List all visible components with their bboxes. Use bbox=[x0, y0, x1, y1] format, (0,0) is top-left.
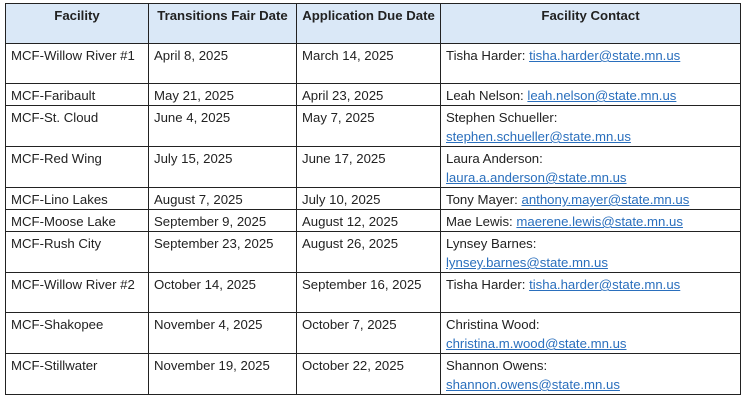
contact-name: Tisha Harder: bbox=[446, 277, 526, 292]
contact-cell bbox=[441, 232, 741, 273]
contact-email-link[interactable]: shannon.owens@state.mn.us bbox=[446, 377, 620, 392]
facility-cell: MCF-Willow River #1 bbox=[6, 44, 149, 84]
table-row bbox=[6, 84, 741, 106]
table-row bbox=[6, 210, 741, 232]
due-date-cell: May 7, 2025 bbox=[297, 106, 441, 147]
contact-email-link[interactable]: leah.nelson@state.mn.us bbox=[527, 88, 677, 103]
facility-schedule-table bbox=[5, 3, 741, 395]
table-row bbox=[6, 188, 741, 210]
contact-name: Lynsey Barnes: bbox=[446, 236, 537, 251]
table-row bbox=[6, 232, 741, 273]
facility-cell: MCF-Red Wing bbox=[6, 147, 149, 188]
fair-date-cell: April 8, 2025 bbox=[149, 44, 297, 84]
due-date-cell: March 14, 2025 bbox=[297, 44, 441, 84]
contact-name: Shannon Owens: bbox=[446, 358, 548, 373]
contact-cell bbox=[441, 188, 741, 210]
contact-name: Stephen Schueller: bbox=[446, 110, 558, 125]
facility-cell: MCF-Stillwater bbox=[6, 354, 149, 395]
header-row bbox=[6, 4, 741, 44]
contact-name: Tony Mayer: bbox=[446, 192, 518, 207]
due-date-cell: October 22, 2025 bbox=[297, 354, 441, 395]
fair-date-cell: June 4, 2025 bbox=[149, 106, 297, 147]
contact-cell bbox=[441, 313, 741, 354]
due-date-cell: July 10, 2025 bbox=[297, 188, 441, 210]
contact-email-link[interactable]: christina.m.wood@state.mn.us bbox=[446, 336, 627, 351]
contact-email-link[interactable]: laura.a.anderson@state.mn.us bbox=[446, 170, 627, 185]
fair-date-cell: September 9, 2025 bbox=[149, 210, 297, 232]
due-date-cell: October 7, 2025 bbox=[297, 313, 441, 354]
due-date-cell: June 17, 2025 bbox=[297, 147, 441, 188]
contact-cell bbox=[441, 354, 741, 395]
contact-email-link[interactable]: anthony.mayer@state.mn.us bbox=[521, 192, 690, 207]
table-row bbox=[6, 273, 741, 313]
contact-name: Mae Lewis: bbox=[446, 214, 513, 229]
contact-name: Leah Nelson: bbox=[446, 88, 524, 103]
contact-email-link[interactable]: tisha.harder@state.mn.us bbox=[529, 48, 681, 63]
facility-cell: MCF-Willow River #2 bbox=[6, 273, 149, 313]
facility-cell: MCF-Lino Lakes bbox=[6, 188, 149, 210]
fair-date-cell: November 19, 2025 bbox=[149, 354, 297, 395]
due-date-cell: September 16, 2025 bbox=[297, 273, 441, 313]
table-row bbox=[6, 147, 741, 188]
table-row bbox=[6, 106, 741, 147]
contact-email-link[interactable]: stephen.schueller@state.mn.us bbox=[446, 129, 631, 144]
facility-cell: MCF-Shakopee bbox=[6, 313, 149, 354]
facility-cell: MCF-St. Cloud bbox=[6, 106, 149, 147]
header-contact: Facility Contact bbox=[441, 4, 741, 44]
contact-cell bbox=[441, 44, 741, 84]
contact-name: Tisha Harder: bbox=[446, 48, 526, 63]
fair-date-cell: October 14, 2025 bbox=[149, 273, 297, 313]
header-facility: Facility bbox=[6, 4, 149, 44]
due-date-cell: August 12, 2025 bbox=[297, 210, 441, 232]
contact-cell bbox=[441, 273, 741, 313]
facility-cell: MCF-Rush City bbox=[6, 232, 149, 273]
table-row bbox=[6, 44, 741, 84]
fair-date-cell: November 4, 2025 bbox=[149, 313, 297, 354]
fair-date-cell: May 21, 2025 bbox=[149, 84, 297, 106]
fair-date-cell: August 7, 2025 bbox=[149, 188, 297, 210]
contact-cell bbox=[441, 106, 741, 147]
facility-cell: MCF-Faribault bbox=[6, 84, 149, 106]
contact-cell bbox=[441, 210, 741, 232]
header-fair-date: Transitions Fair Date bbox=[149, 4, 297, 44]
contact-name: Laura Anderson: bbox=[446, 151, 543, 166]
due-date-cell: August 26, 2025 bbox=[297, 232, 441, 273]
due-date-cell: April 23, 2025 bbox=[297, 84, 441, 106]
fair-date-cell: September 23, 2025 bbox=[149, 232, 297, 273]
contact-email-link[interactable]: lynsey.barnes@state.mn.us bbox=[446, 255, 608, 270]
table-row bbox=[6, 313, 741, 354]
contact-name: Christina Wood: bbox=[446, 317, 540, 332]
contact-cell bbox=[441, 84, 741, 106]
contact-email-link[interactable]: tisha.harder@state.mn.us bbox=[529, 277, 681, 292]
contact-email-link[interactable]: maerene.lewis@state.mn.us bbox=[516, 214, 683, 229]
header-due-date: Application Due Date bbox=[297, 4, 441, 44]
contact-cell bbox=[441, 147, 741, 188]
table-row bbox=[6, 354, 741, 395]
facility-cell: MCF-Moose Lake bbox=[6, 210, 149, 232]
fair-date-cell: July 15, 2025 bbox=[149, 147, 297, 188]
